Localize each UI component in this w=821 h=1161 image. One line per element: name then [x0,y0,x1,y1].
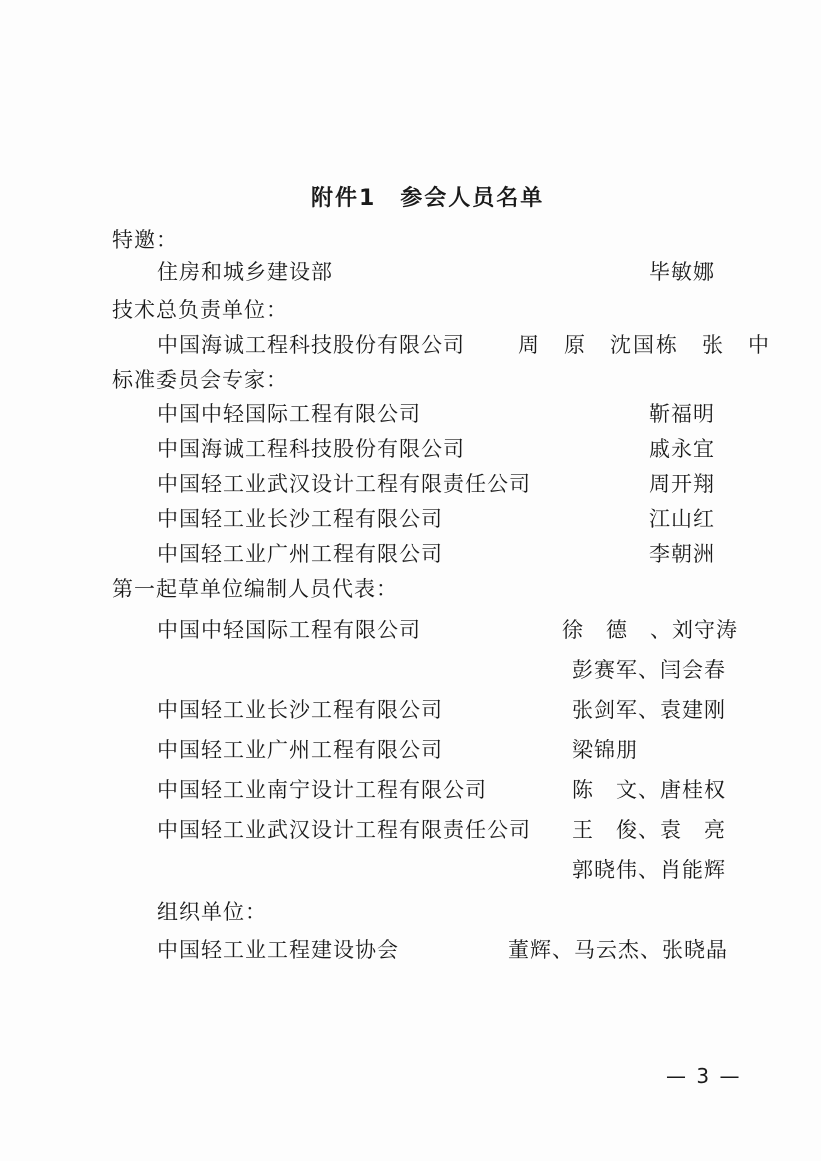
org-name: 中国轻工业武汉设计工程有限责任公司 [157,472,531,496]
person-names: 郭晓伟、肖能辉 [572,858,726,882]
org-name: 住房和城乡建设部 [157,260,333,284]
org-name: 中国中轻国际工程有限公司 [157,618,421,642]
person-names: 王 俊、袁 亮 [572,818,726,842]
org-name: 中国轻工业武汉设计工程有限责任公司 [157,818,531,842]
person-names: 彭赛军、闫会春 [572,658,726,682]
person-names: 戚永宜 [649,437,715,461]
section-heading-drafting-units: 第一起草单位编制人员代表： [112,577,398,601]
person-names: 靳福明 [649,402,715,426]
org-name: 中国海诚工程科技股份有限公司 [157,437,465,461]
org-name: 中国轻工业长沙工程有限公司 [157,698,443,722]
person-names: 梁锦朋 [572,738,638,762]
person-names: 徐 德 、刘守涛 [562,618,738,642]
section-heading-organizer: 组织单位： [157,900,267,924]
person-names: 江山红 [649,507,715,531]
org-name: 中国轻工业南宁设计工程有限公司 [157,778,487,802]
person-names: 周 原 沈国栋 张 中 [518,333,771,357]
org-name: 中国轻工业工程建设协会 [157,938,399,962]
person-names: 李朝洲 [649,542,715,566]
org-name: 中国中轻国际工程有限公司 [157,402,421,426]
page-number: — 3 — [666,1064,742,1088]
org-name: 中国轻工业广州工程有限公司 [157,738,443,762]
person-names: 毕敏娜 [649,260,715,284]
org-name: 中国轻工业广州工程有限公司 [157,542,443,566]
person-names: 董辉、马云杰、张晓晶 [508,938,728,962]
page-title: 附件1 参会人员名单 [311,186,545,211]
person-names: 周开翔 [649,472,715,496]
person-names: 陈 文、唐桂权 [572,778,726,802]
org-name: 中国海诚工程科技股份有限公司 [157,333,465,357]
person-names: 张剑军、袁建刚 [572,698,726,722]
section-heading-tech-lead: 技术总负责单位： [112,298,288,322]
section-heading-committee-experts: 标准委员会专家： [112,368,288,392]
org-name: 中国轻工业长沙工程有限公司 [157,507,443,531]
section-heading-special-invite: 特邀： [112,228,178,252]
